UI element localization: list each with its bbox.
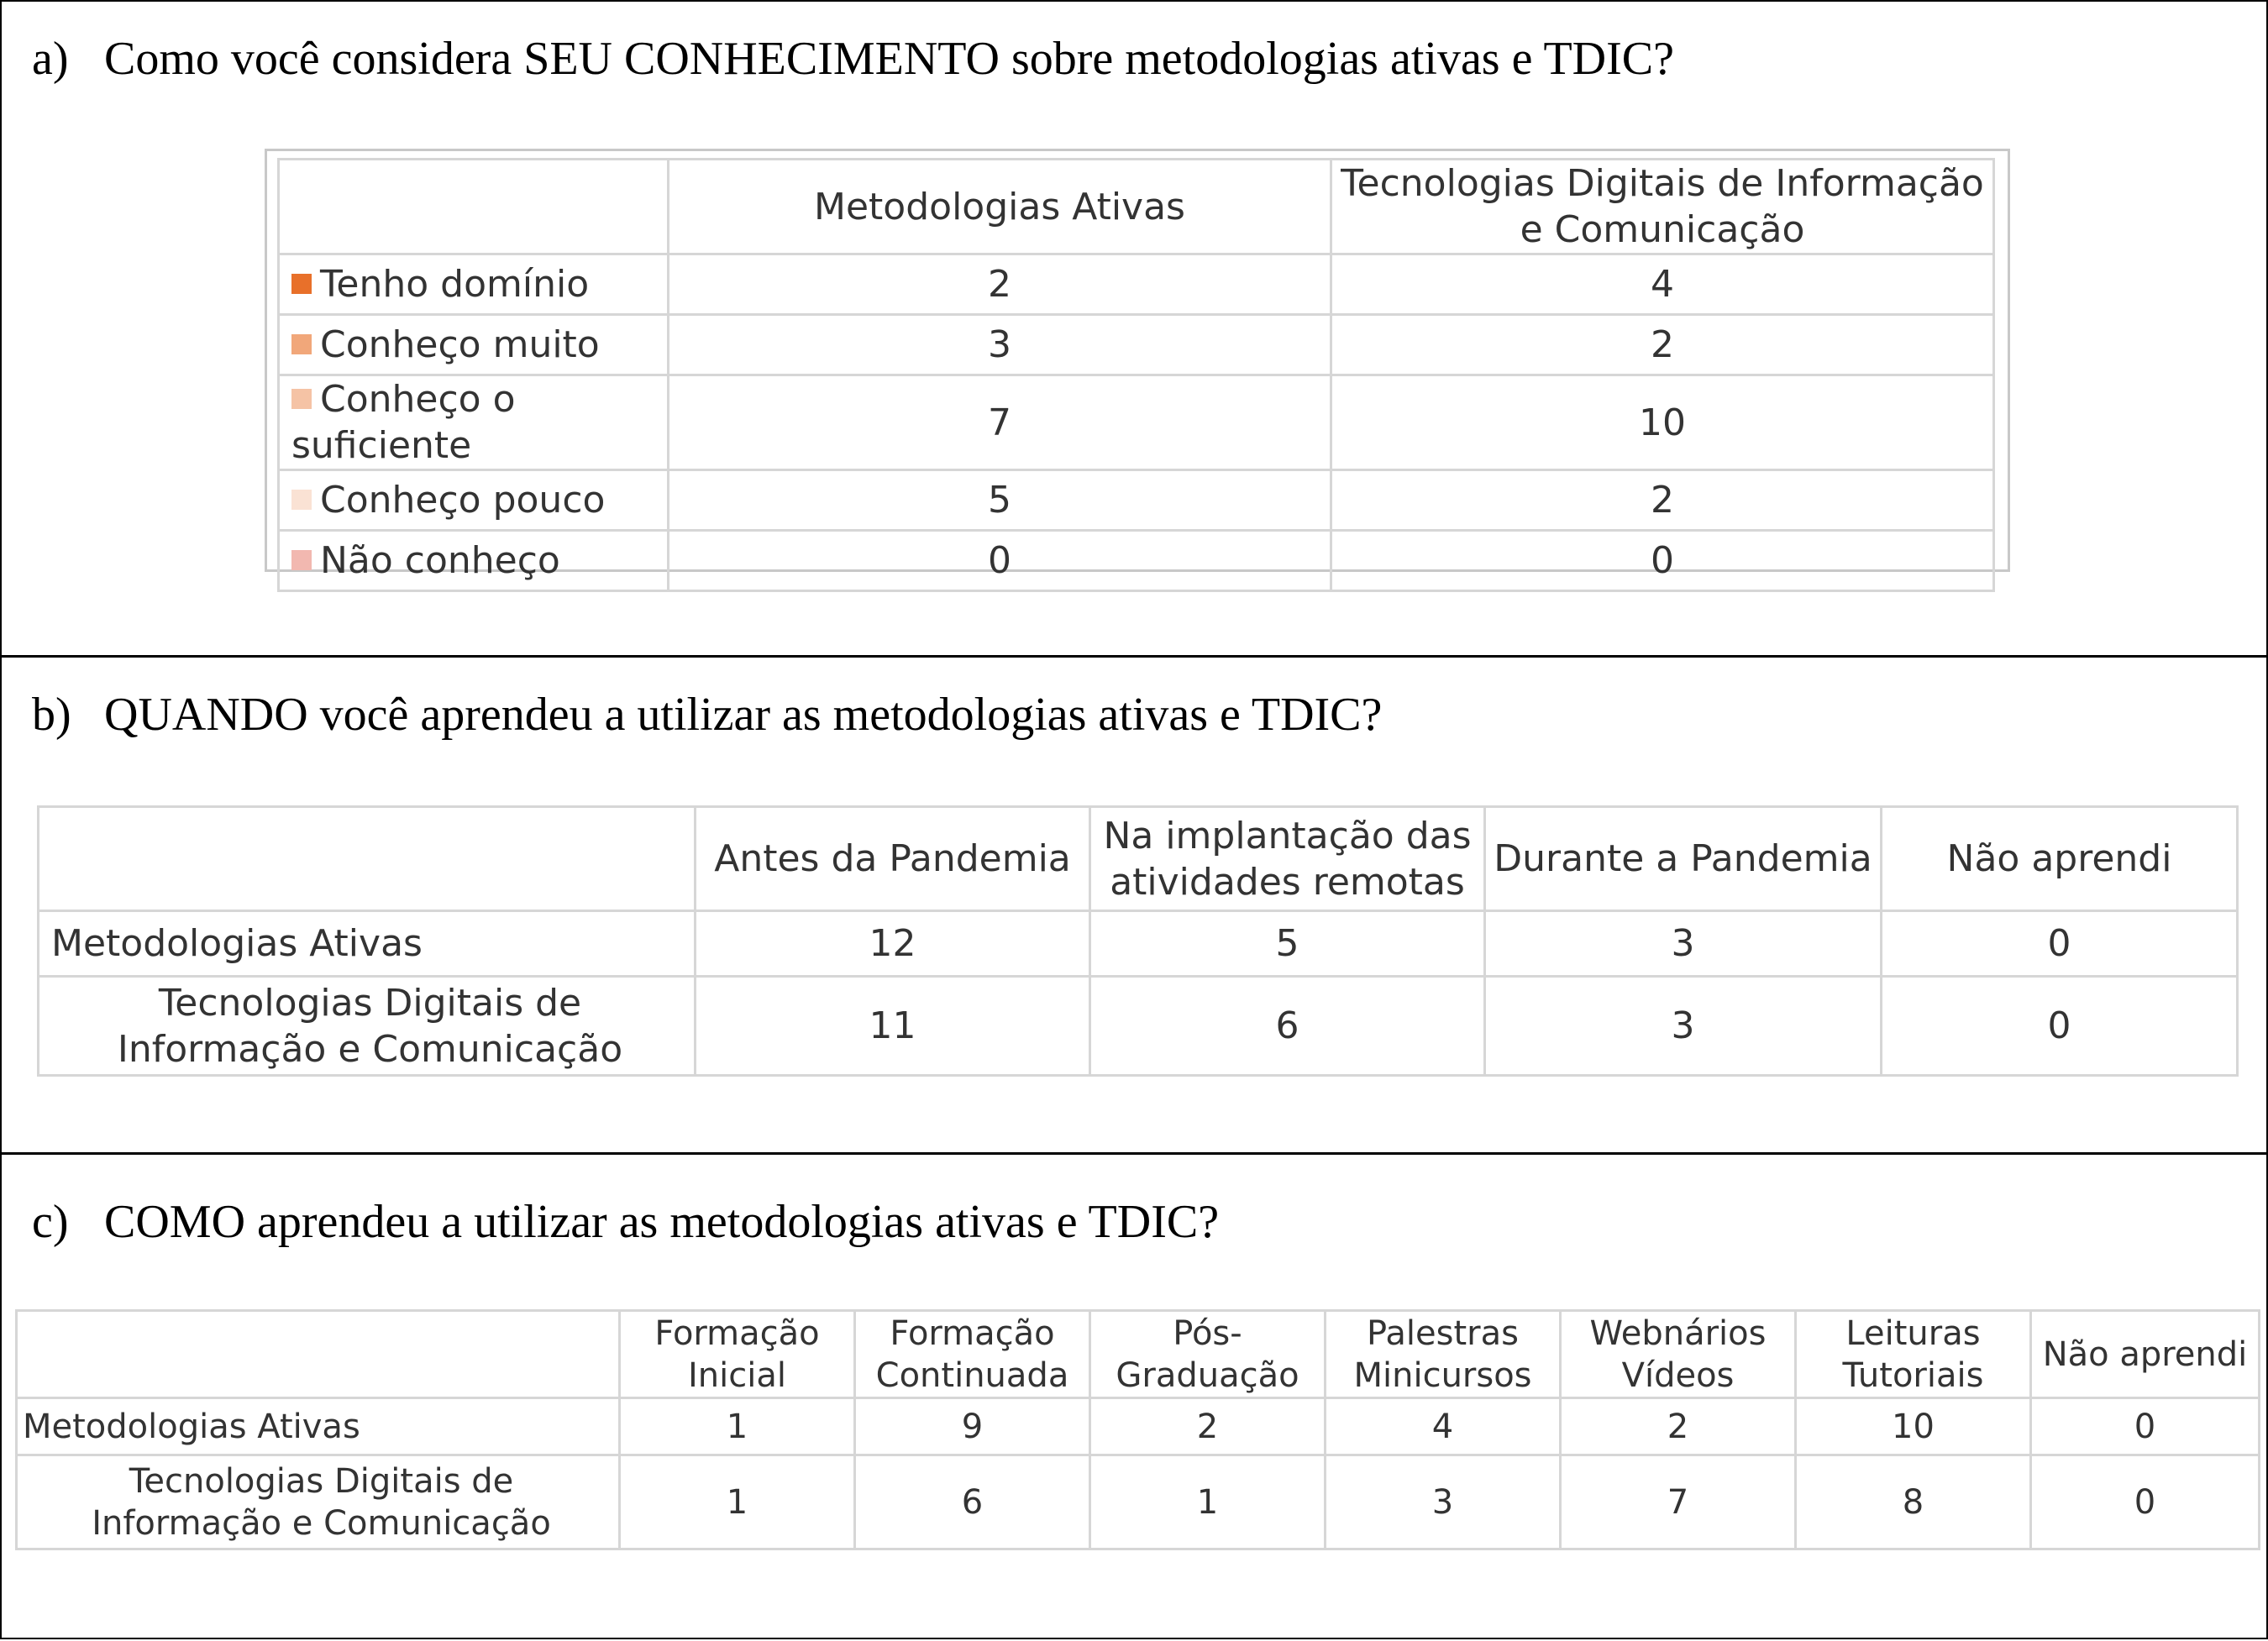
table-row <box>279 375 1994 470</box>
knowledge-table <box>277 158 1995 592</box>
table-cell: 6 <box>855 1455 1090 1549</box>
column-header: Tecnologias Digitais de Informação e Comunicação <box>1331 160 1994 254</box>
table-cell: 1 <box>1090 1455 1326 1549</box>
question-b-text: QUANDO você aprendeu a utilizar as metodologias ativas e TDIC? <box>104 689 1383 741</box>
column-header: Webnários Vídeos <box>1561 1311 1796 1398</box>
table-cell: 2 <box>1331 315 1994 375</box>
table-cell: 12 <box>696 911 1090 977</box>
question-c-title <box>32 1195 1219 1249</box>
table-cell: 0 <box>2031 1455 2260 1549</box>
legend-swatch <box>291 274 312 294</box>
row-label: Tecnologias Digitais de Informação e Comunicação <box>17 1455 620 1549</box>
column-header: Não aprendi <box>2031 1311 2260 1398</box>
table-cell: 11 <box>696 977 1090 1076</box>
table-cell: 0 <box>669 531 1331 591</box>
table-row <box>279 315 1994 375</box>
column-header: Na implantação das atividades remotas <box>1090 807 1485 911</box>
legend-swatch <box>291 334 312 354</box>
table-cell: 6 <box>1090 977 1485 1076</box>
question-c-letter: c) <box>32 1196 69 1248</box>
question-a-text: Como você considera SEU CONHECIMENTO sobre metodologias ativas e TDIC? <box>104 33 1674 85</box>
how-table <box>15 1309 2260 1550</box>
row-label: Conheço pouco <box>320 479 606 522</box>
row-label-cell <box>279 470 669 531</box>
table-cell: 0 <box>1882 977 2238 1076</box>
row-label: Tenho domínio <box>320 263 590 306</box>
column-header: Formação Continuada <box>855 1311 1090 1398</box>
table-row <box>279 254 1994 315</box>
row-label: Metodologias Ativas <box>17 1398 620 1455</box>
column-header: Metodologias Ativas <box>669 160 1331 254</box>
table-cell: 4 <box>1326 1398 1561 1455</box>
row-label-cell <box>279 315 669 375</box>
table-cell: 3 <box>1326 1455 1561 1549</box>
legend-swatch <box>291 550 312 570</box>
column-header: Leituras Tutoriais <box>1796 1311 2031 1398</box>
row-label: Não conheço <box>320 539 560 582</box>
table-cell: 2 <box>1090 1398 1326 1455</box>
row-label-cell <box>279 375 669 470</box>
table-cell: 5 <box>669 470 1331 531</box>
question-b-letter: b) <box>32 689 71 741</box>
legend-swatch <box>291 389 312 409</box>
table-header-row <box>17 1311 2260 1398</box>
table-row <box>17 1398 2260 1455</box>
table-cell: 5 <box>1090 911 1485 977</box>
table-row <box>279 531 1994 591</box>
table-cell: 3 <box>1485 911 1882 977</box>
column-header: Durante a Pandemia <box>1485 807 1882 911</box>
when-table <box>37 805 2239 1077</box>
header-empty-cell <box>279 160 669 254</box>
table-cell: 0 <box>2031 1398 2260 1455</box>
table-cell: 0 <box>1882 911 2238 977</box>
table-cell: 7 <box>669 375 1331 470</box>
table-cell: 10 <box>1331 375 1994 470</box>
table-header-row <box>279 160 1994 254</box>
table-cell: 1 <box>620 1398 855 1455</box>
table-cell: 2 <box>1331 470 1994 531</box>
section-b <box>2 658 2266 1155</box>
question-a-title <box>32 32 1674 86</box>
question-c-text: COMO aprendeu a utilizar as metodologias ativas e TDIC? <box>104 1196 1220 1248</box>
table-cell: 0 <box>1331 531 1994 591</box>
header-empty-cell <box>17 1311 620 1398</box>
table-row <box>17 1455 2260 1549</box>
table-row <box>39 977 2238 1076</box>
table-cell: 2 <box>1561 1398 1796 1455</box>
section-a <box>2 2 2266 658</box>
table-cell: 1 <box>620 1455 855 1549</box>
column-header: Pós-Graduação <box>1090 1311 1326 1398</box>
section-c <box>2 1155 2266 1641</box>
table-header-row <box>39 807 2238 911</box>
table-cell: 3 <box>1485 977 1882 1076</box>
row-label: Tecnologias Digitais de Informação e Comunicação <box>39 977 696 1076</box>
column-header: Formação Inicial <box>620 1311 855 1398</box>
table-cell: 10 <box>1796 1398 2031 1455</box>
row-label: Conheço o suficiente <box>291 378 516 467</box>
table-cell: 4 <box>1331 254 1994 315</box>
row-label-cell <box>279 254 669 315</box>
row-label: Conheço muito <box>320 323 600 366</box>
row-label: Metodologias Ativas <box>39 911 696 977</box>
table-cell: 8 <box>1796 1455 2031 1549</box>
table-cell: 7 <box>1561 1455 1796 1549</box>
table-row <box>39 911 2238 977</box>
question-b-title <box>32 688 1382 742</box>
table-cell: 2 <box>669 254 1331 315</box>
table-cell: 9 <box>855 1398 1090 1455</box>
column-header: Antes da Pandemia <box>696 807 1090 911</box>
column-header: Não aprendi <box>1882 807 2238 911</box>
table-row <box>279 470 1994 531</box>
table-cell: 3 <box>669 315 1331 375</box>
question-a-letter: a) <box>32 33 69 85</box>
column-header: Palestras Minicursos <box>1326 1311 1561 1398</box>
header-empty-cell <box>39 807 696 911</box>
row-label-cell <box>279 531 669 591</box>
legend-swatch <box>291 490 312 510</box>
